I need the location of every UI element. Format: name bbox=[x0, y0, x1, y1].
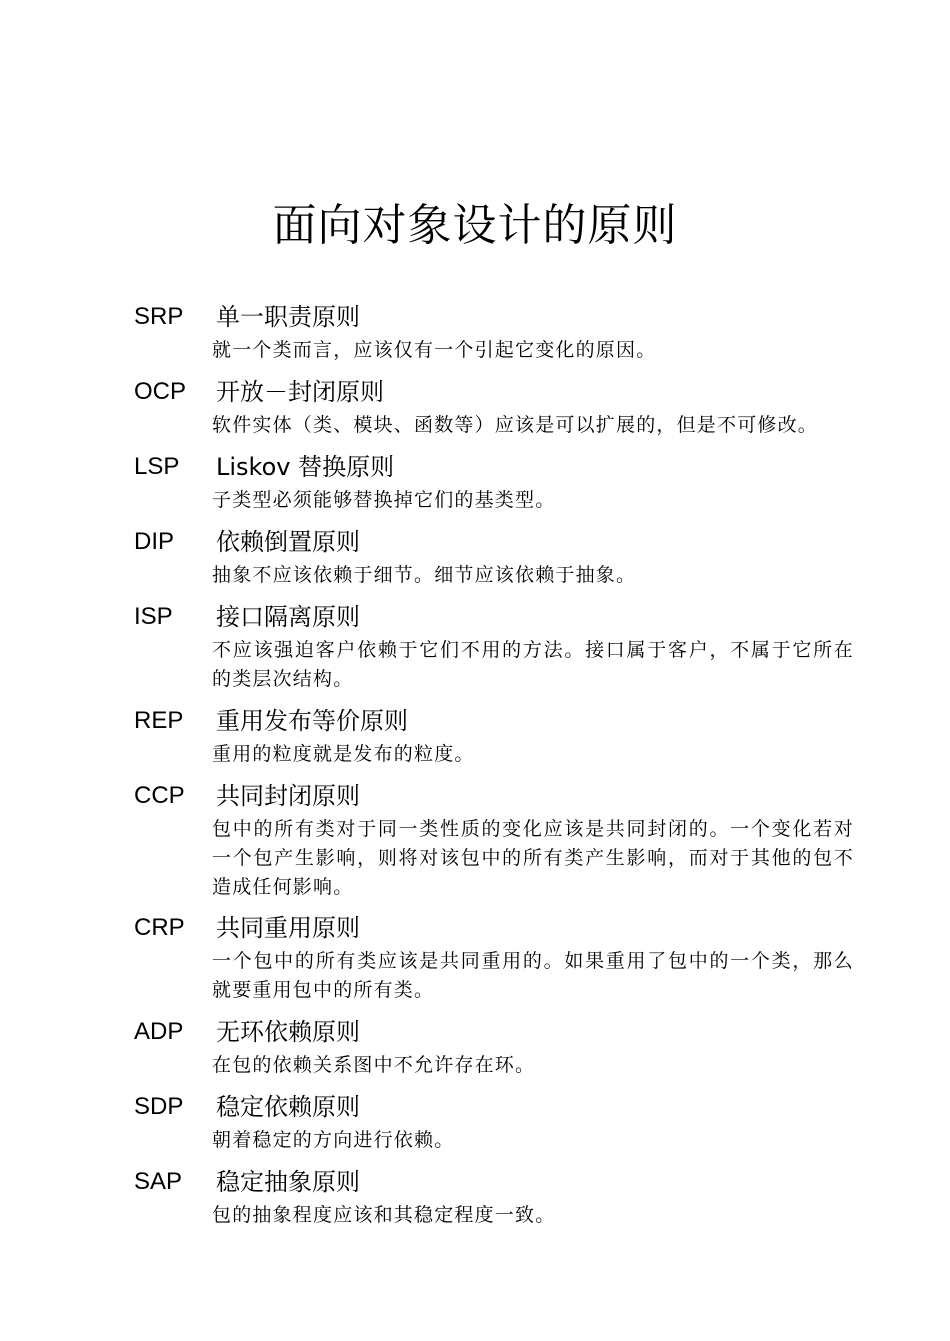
principle-name: 依赖倒置原则 bbox=[216, 528, 360, 556]
principle-description: 不应该强迫客户依赖于它们不用的方法。接口属于客户，不属于它所在的类层次结构。 bbox=[212, 639, 854, 690]
principle-name: 无环依赖原则 bbox=[216, 1018, 360, 1046]
principle-abbreviation: SAP bbox=[134, 1168, 183, 1195]
principle-name: 稳定抽象原则 bbox=[216, 1168, 360, 1196]
principle-abbreviation: DIP bbox=[134, 528, 175, 555]
principle-abbreviation: LSP bbox=[134, 453, 180, 480]
principle-name: 重用发布等价原则 bbox=[216, 707, 408, 735]
principle-name: 稳定依赖原则 bbox=[216, 1093, 360, 1121]
principle-name: 共同封闭原则 bbox=[216, 782, 360, 810]
principle-description: 包的抽象程度应该和其稳定程度一致。 bbox=[212, 1204, 556, 1226]
principle-abbreviation: SRP bbox=[134, 303, 184, 330]
principle-abbreviation: ISP bbox=[134, 603, 173, 630]
page-title: 面向对象设计的原则 bbox=[272, 200, 678, 251]
principle-description: 包中的所有类对于同一类性质的变化应该是共同封闭的。一个变化若对一个包产生影响，则将对该包中的所有类产生影响，而对于其他的包不造成任何影响。 bbox=[212, 818, 854, 898]
principle-name: Liskov 替换原则 bbox=[216, 453, 395, 481]
principle-description: 抽象不应该依赖于细节。细节应该依赖于抽象。 bbox=[212, 564, 637, 586]
principle-description: 朝着稳定的方向进行依赖。 bbox=[212, 1129, 455, 1151]
principle-description: 在包的依赖关系图中不允许存在环。 bbox=[212, 1054, 536, 1076]
principle-name: 单一职责原则 bbox=[216, 303, 360, 331]
principle-description: 子类型必须能够替换掉它们的基类型。 bbox=[212, 489, 556, 511]
principle-name: 开放－封闭原则 bbox=[216, 378, 384, 406]
principle-abbreviation: CRP bbox=[134, 914, 185, 941]
principle-description: 就一个类而言，应该仅有一个引起它变化的原因。 bbox=[212, 339, 657, 361]
principle-abbreviation: REP bbox=[134, 707, 184, 734]
principle-description: 软件实体（类、模块、函数等）应该是可以扩展的，但是不可修改。 bbox=[212, 414, 819, 436]
principle-description: 重用的粒度就是发布的粒度。 bbox=[212, 743, 475, 765]
principle-abbreviation: SDP bbox=[134, 1093, 184, 1120]
principle-abbreviation: OCP bbox=[134, 378, 187, 405]
principle-name: 接口隔离原则 bbox=[216, 603, 360, 631]
principle-description: 一个包中的所有类应该是共同重用的。如果重用了包中的一个类，那么就要重用包中的所有类。 bbox=[212, 950, 854, 1001]
principle-name: 共同重用原则 bbox=[216, 914, 360, 942]
principle-abbreviation: CCP bbox=[134, 782, 185, 809]
principle-abbreviation: ADP bbox=[134, 1018, 184, 1045]
